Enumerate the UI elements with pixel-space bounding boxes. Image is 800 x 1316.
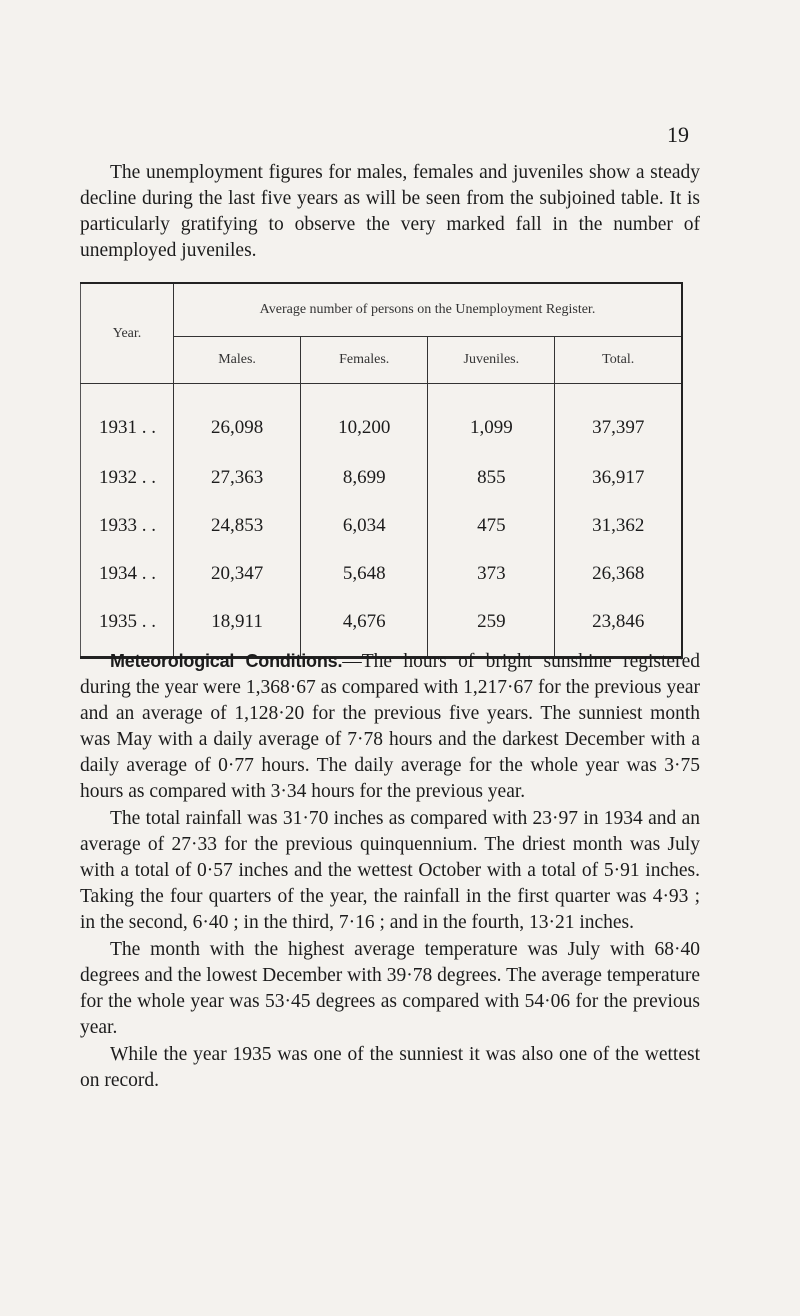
total-cell: 26,368 bbox=[592, 563, 645, 584]
total-cell: 31,362 bbox=[592, 515, 645, 536]
males-cell: 20,347 bbox=[174, 550, 301, 598]
register-header: Average number of persons on the Unemployment Register. bbox=[174, 283, 683, 337]
females-cell: 5,648 bbox=[301, 550, 428, 598]
juveniles-header: Juveniles. bbox=[428, 337, 555, 384]
table-row bbox=[81, 502, 683, 550]
total-header: Total. bbox=[555, 337, 682, 384]
males-cell: 26,098 bbox=[174, 384, 301, 455]
year-cell: 1933 . . bbox=[81, 502, 174, 550]
females-cell: 4,676 bbox=[301, 598, 428, 658]
males-cell: 24,853 bbox=[174, 502, 301, 550]
unemployment-table bbox=[80, 282, 683, 659]
sunshine-text: —The hours of bright sunshine registered during the year were 1,368·67 as compared with 1,217·67 for the previous year and an average of 1,128·20 for the previous five years. The sunniest month was May with a daily average of 7·78 hours and the darkest December with a daily average of 0·77 hours. The daily average for the whole year was 3·75 hours as compared with 3·34 hours for the previous year. bbox=[80, 651, 700, 802]
total-cell: 37,397 bbox=[592, 417, 645, 438]
summary-paragraph: While the year 1935 was one of the sunniest it was also one of the wettest on record. bbox=[80, 1044, 700, 1091]
sunshine-paragraph bbox=[80, 648, 700, 805]
intro-text: The unemployment figures for males, females and juveniles show a steady decline during the last five years as will be seen from the subjoined table. It is particularly gratifying to observe the very marked fall in the number of unemployed juveniles. bbox=[80, 162, 700, 261]
females-cell: 8,699 bbox=[301, 454, 428, 502]
year-cell: 1934 . . bbox=[81, 550, 174, 598]
table-row bbox=[81, 384, 683, 455]
temperature-paragraph: The month with the highest average temperature was July with 68·40 degrees and the lowest December with 39·78 degrees. The average temperature for the whole year was 53·45 degrees as compared with 54·06 for the previous year. bbox=[80, 939, 700, 1038]
rainfall-paragraph: The total rainfall was 31·70 inches as compared with 23·97 in 1934 and an average of 27·33 for the previous quinquennium. The driest month was July with a total of 0·57 inches and the wettest October with a total of 5·91 inches. Taking the four quarters of the year, the rainfall in the first quarter was 4·93 ; in the second, 6·40 ; in the third, 7·16 ; and in the fourth, 13·21 inches. bbox=[80, 808, 700, 933]
juveniles-cell: 259 bbox=[428, 598, 555, 658]
year-cell: 1935 . . bbox=[81, 598, 174, 658]
intro-paragraph bbox=[80, 160, 700, 264]
juveniles-cell: 855 bbox=[428, 454, 555, 502]
males-header: Males. bbox=[174, 337, 301, 384]
males-cell: 27,363 bbox=[174, 454, 301, 502]
juveniles-cell: 475 bbox=[428, 502, 555, 550]
juveniles-cell: 1,099 bbox=[428, 384, 555, 455]
year-cell: 1931 . . bbox=[81, 384, 174, 455]
table-row bbox=[81, 454, 683, 502]
meteorological-section bbox=[80, 648, 700, 1094]
males-cell: 18,911 bbox=[174, 598, 301, 658]
females-cell: 6,034 bbox=[301, 502, 428, 550]
females-cell: 10,200 bbox=[301, 384, 428, 455]
year-cell: 1932 . . bbox=[81, 454, 174, 502]
juveniles-cell: 373 bbox=[428, 550, 555, 598]
total-cell: 23,846 bbox=[592, 611, 645, 632]
section-heading: Meteorological Conditions. bbox=[110, 651, 343, 671]
females-header: Females. bbox=[301, 337, 428, 384]
table-row bbox=[81, 550, 683, 598]
page-number: 19 bbox=[667, 122, 689, 147]
total-cell: 36,917 bbox=[592, 467, 645, 488]
year-column-header: Year. bbox=[81, 283, 174, 384]
